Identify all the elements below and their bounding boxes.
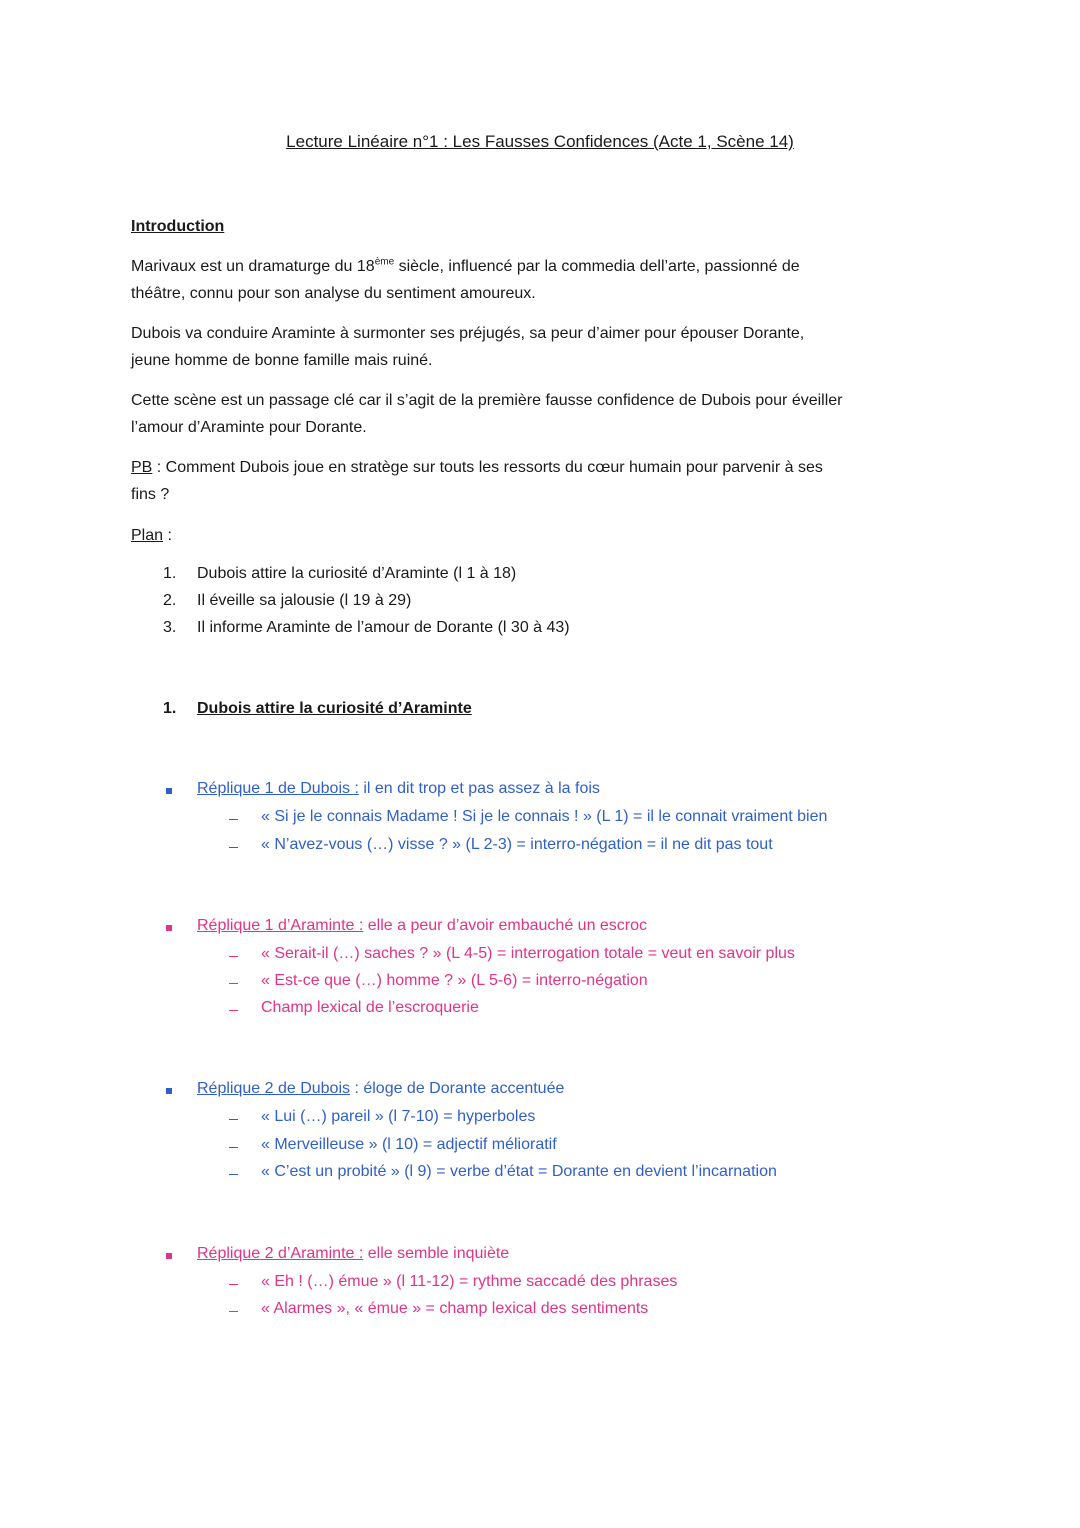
problematique-line-2: fins ?	[131, 486, 170, 503]
reply-1-araminte-item-2: « Est-ce que (…) homme ? » (L 5-6) = interro-négation	[261, 972, 648, 989]
intro-paragraph-3-line-2: l’amour d’Araminte pour Dorante.	[131, 419, 367, 436]
reply-2-dubois-item-1: « Lui (…) pareil » (l 7-10) = hyperboles	[261, 1108, 536, 1125]
section-1-number: 1.	[163, 700, 177, 717]
plan-label: Plan	[131, 527, 164, 544]
intro-paragraph-1-line-2: théâtre, connu pour son analyse du sentiment amoureux.	[131, 285, 536, 302]
reply-label: Réplique 2 de Dubois	[197, 1080, 350, 1097]
plan-item-2: Il éveille sa jalousie (l 19 à 29)	[197, 592, 412, 609]
reply-text: elle a peur d’avoir embauché un escroc	[363, 917, 648, 934]
plan-label-line	[131, 522, 172, 549]
intro-p1-text: Marivaux est un dramaturge du 18	[131, 258, 375, 275]
intro-paragraph-3-line-1: Cette scène est un passage clé car il s’agit de la première fausse confidence de Dubois pour éveiller	[131, 392, 843, 409]
reply-2-dubois	[197, 1080, 564, 1098]
dash-icon	[229, 819, 238, 820]
reply-label: Réplique 1 de Dubois :	[197, 780, 359, 797]
bullet-icon	[166, 788, 172, 794]
intro-p1-text-cont: siècle, influencé par la commedia dell’arte, passionné de	[394, 258, 800, 275]
reply-text: elle semble inquiète	[363, 1245, 510, 1262]
intro-paragraph-2-line-2: jeune homme de bonne famille mais ruiné.	[131, 352, 433, 369]
dash-icon	[229, 1284, 238, 1285]
reply-label: Réplique 2 d’Araminte :	[197, 1245, 364, 1262]
reply-1-dubois-item-1: « Si je le connais Madame ! Si je le connais ! » (L 1) = il le connait vraiment bien	[261, 808, 828, 825]
reply-1-dubois-item-2: « N’avez-vous (…) visse ? » (L 2-3) = interro-négation = il ne dit pas tout	[261, 836, 773, 853]
reply-2-dubois-item-2: « Merveilleuse » (l 10) = adjectif mélioratif	[261, 1136, 557, 1153]
dash-icon	[229, 1010, 238, 1011]
reply-1-araminte	[197, 917, 647, 935]
bullet-icon	[166, 1253, 172, 1259]
intro-paragraph-1-line-1	[131, 253, 800, 280]
reply-1-araminte-item-1: « Serait-il (…) saches ? » (L 4-5) = interrogation totale = veut en savoir plus	[261, 945, 795, 962]
dash-icon	[229, 1174, 238, 1175]
dash-icon	[229, 983, 238, 984]
reply-2-araminte	[197, 1245, 509, 1263]
pb-text: : Comment Dubois joue en stratège sur touts les ressorts du cœur humain pour parvenir à ses	[152, 459, 823, 476]
reply-2-dubois-item-3: « C’est un probité » (l 9) = verbe d’état = Dorante en devient l’incarnation	[261, 1163, 777, 1180]
plan-item-3: Il informe Araminte de l’amour de Dorante (l 30 à 43)	[197, 619, 570, 636]
plan-colon: :	[163, 527, 172, 544]
dash-icon	[229, 1119, 238, 1120]
page-title: Lecture Linéaire n°1 : Les Fausses Confidences (Acte 1, Scène 14)	[286, 132, 794, 151]
reply-label: Réplique 1 d’Araminte :	[197, 917, 364, 934]
pb-label: PB	[131, 459, 153, 476]
dash-icon	[229, 1311, 238, 1312]
problematique-line-1	[131, 454, 823, 481]
dash-icon	[229, 956, 238, 957]
reply-1-dubois	[197, 780, 600, 798]
dash-icon	[229, 847, 238, 848]
superscript-eme: ème	[374, 256, 395, 268]
bullet-icon	[166, 925, 172, 931]
reply-text: : éloge de Dorante accentuée	[350, 1080, 565, 1097]
intro-paragraph-2-line-1: Dubois va conduire Araminte à surmonter ses préjugés, sa peur d’aimer pour épouser Dorante,	[131, 325, 805, 342]
introduction-heading: Introduction	[131, 218, 225, 235]
bullet-icon	[166, 1088, 172, 1094]
dash-icon	[229, 1147, 238, 1148]
plan-item-3-number: 3.	[163, 619, 177, 636]
plan-item-1-number: 1.	[163, 565, 177, 582]
plan-item-2-number: 2.	[163, 592, 177, 609]
reply-2-araminte-item-1: « Eh ! (…) émue » (l 11-12) = rythme saccadé des phrases	[261, 1273, 678, 1290]
plan-item-1: Dubois attire la curiosité d’Araminte (l 1 à 18)	[197, 565, 517, 582]
reply-2-araminte-item-2: « Alarmes », « émue » = champ lexical des sentiments	[261, 1300, 649, 1317]
reply-text: il en dit trop et pas assez à la fois	[358, 780, 600, 797]
reply-1-araminte-item-3: Champ lexical de l’escroquerie	[261, 999, 479, 1016]
section-1-heading: Dubois attire la curiosité d’Araminte	[197, 700, 472, 717]
